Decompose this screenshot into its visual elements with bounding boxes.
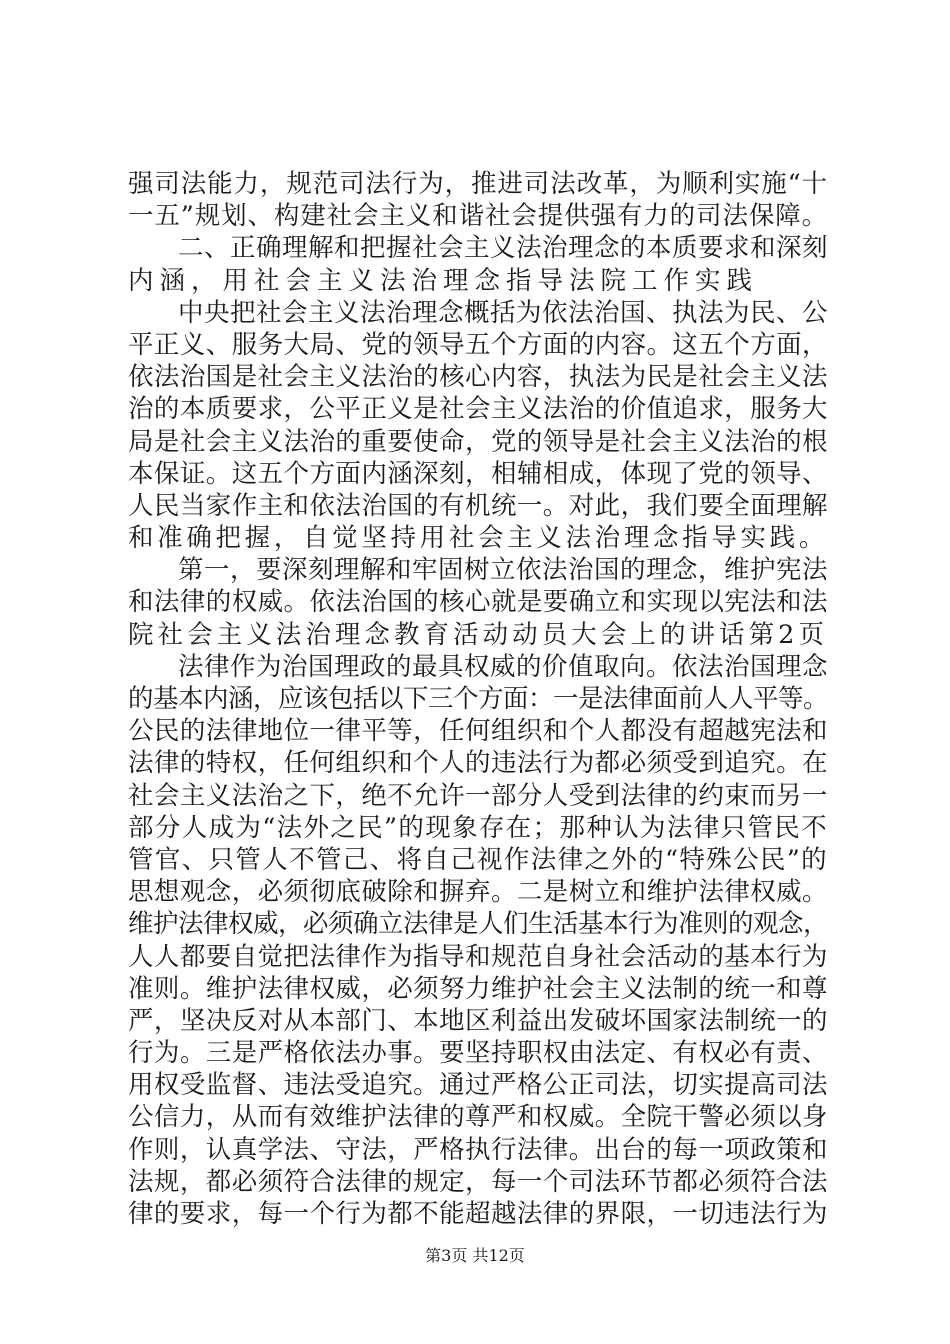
text-line: 公信力，从而有效维护法律的尊严和权威。全院干警必须以身	[128, 1102, 828, 1133]
text-line: 院社会主义法治理念教育活动动员大会上的讲话第2页	[128, 619, 828, 650]
text-line: 人民当家作主和依法治国的有机统一。对此，我们要全面理解	[128, 490, 828, 521]
text-line: 人人都要自觉把法律作为指导和规范自身社会活动的基本行为	[128, 941, 828, 972]
text-line: 作则，认真学法、守法，严格执行法律。出台的每一项政策和	[128, 1134, 828, 1165]
text-line: 管官、只管人不管己、将自己视作法律之外的“特殊公民”的	[128, 844, 828, 875]
text-line: 准则。维护法律权威，必须努力维护社会主义法制的统一和尊	[128, 973, 828, 1004]
paragraph-start-line: 第一，要深刻理解和牢固树立依法治国的理念，维护宪法	[178, 555, 828, 586]
text-line: 公民的法律地位一律平等，任何组织和个人都没有超越宪法和	[128, 716, 828, 747]
text-line: 严，坚决反对从本部门、本地区利益出发破坏国家法制统一的	[128, 1005, 828, 1036]
text-line: 本保证。这五个方面内涵深刻，相辅相成，体现了党的领导、	[128, 458, 828, 489]
text-line: 平正义、服务大局、党的领导五个方面的内容。这五个方面，	[128, 329, 828, 360]
text-line: 和准确把握，自觉坚持用社会主义法治理念指导实践。	[128, 523, 828, 554]
text-line: 行为。三是严格依法办事。要坚持职权由法定、有权必有责、	[128, 1038, 828, 1069]
text-line: 依法治国是社会主义法治的核心内容，执法为民是社会主义法	[128, 362, 828, 393]
text-line: 社会主义法治之下，绝不允许一部分人受到法律的约束而另一	[128, 780, 828, 811]
text-line: 思想观念，必须彻底破除和摒弃。二是树立和维护法律权威。	[128, 877, 828, 908]
paragraph-start-line: 中央把社会主义法治理念概括为依法治国、执法为民、公	[178, 297, 828, 328]
text-line: 法规，都必须符合法律的规定，每一个司法环节都必须符合法	[128, 1166, 828, 1197]
paragraph-start-line: 二、正确理解和把握社会主义法治理念的本质要求和深刻	[178, 233, 828, 264]
text-line: 律的要求，每一个行为都不能超越法律的界限，一切违法行为	[128, 1199, 828, 1229]
text-line: 维护法律权威，必须确立法律是人们生活基本行为准则的观念，	[128, 909, 828, 940]
text-line: 强司法能力，规范司法行为，推进司法改革，为顺利实施“十	[128, 169, 828, 199]
page-footer: 第3页 共12页	[425, 1246, 525, 1265]
text-line: 和法律的权威。依法治国的核心就是要确立和实现以宪法和法	[128, 587, 828, 618]
text-line: 法律的特权，任何组织和个人的违法行为都必须受到追究。在	[128, 748, 828, 779]
text-line: 用权受监督、违法受追究。通过严格公正司法，切实提高司法	[128, 1070, 828, 1101]
paragraph-start-line: 法律作为治国理政的最具权威的价值取向。依法治国理念	[178, 651, 828, 682]
text-line: 内涵，用社会主义法治理念指导法院工作实践	[128, 265, 759, 296]
text-line: 局是社会主义法治的重要使命，党的领导是社会主义法治的根	[128, 426, 828, 457]
text-line: 治的本质要求，公平正义是社会主义法治的价值追求，服务大	[128, 394, 828, 425]
text-line: 部分人成为“法外之民”的现象存在；那种认为法律只管民不	[128, 812, 828, 843]
text-line: 一五”规划、构建社会主义和谐社会提供强有力的司法保障。	[128, 201, 828, 232]
text-line: 的基本内涵，应该包括以下三个方面：一是法律面前人人平等。	[128, 684, 828, 714]
document-body	[128, 168, 828, 1230]
